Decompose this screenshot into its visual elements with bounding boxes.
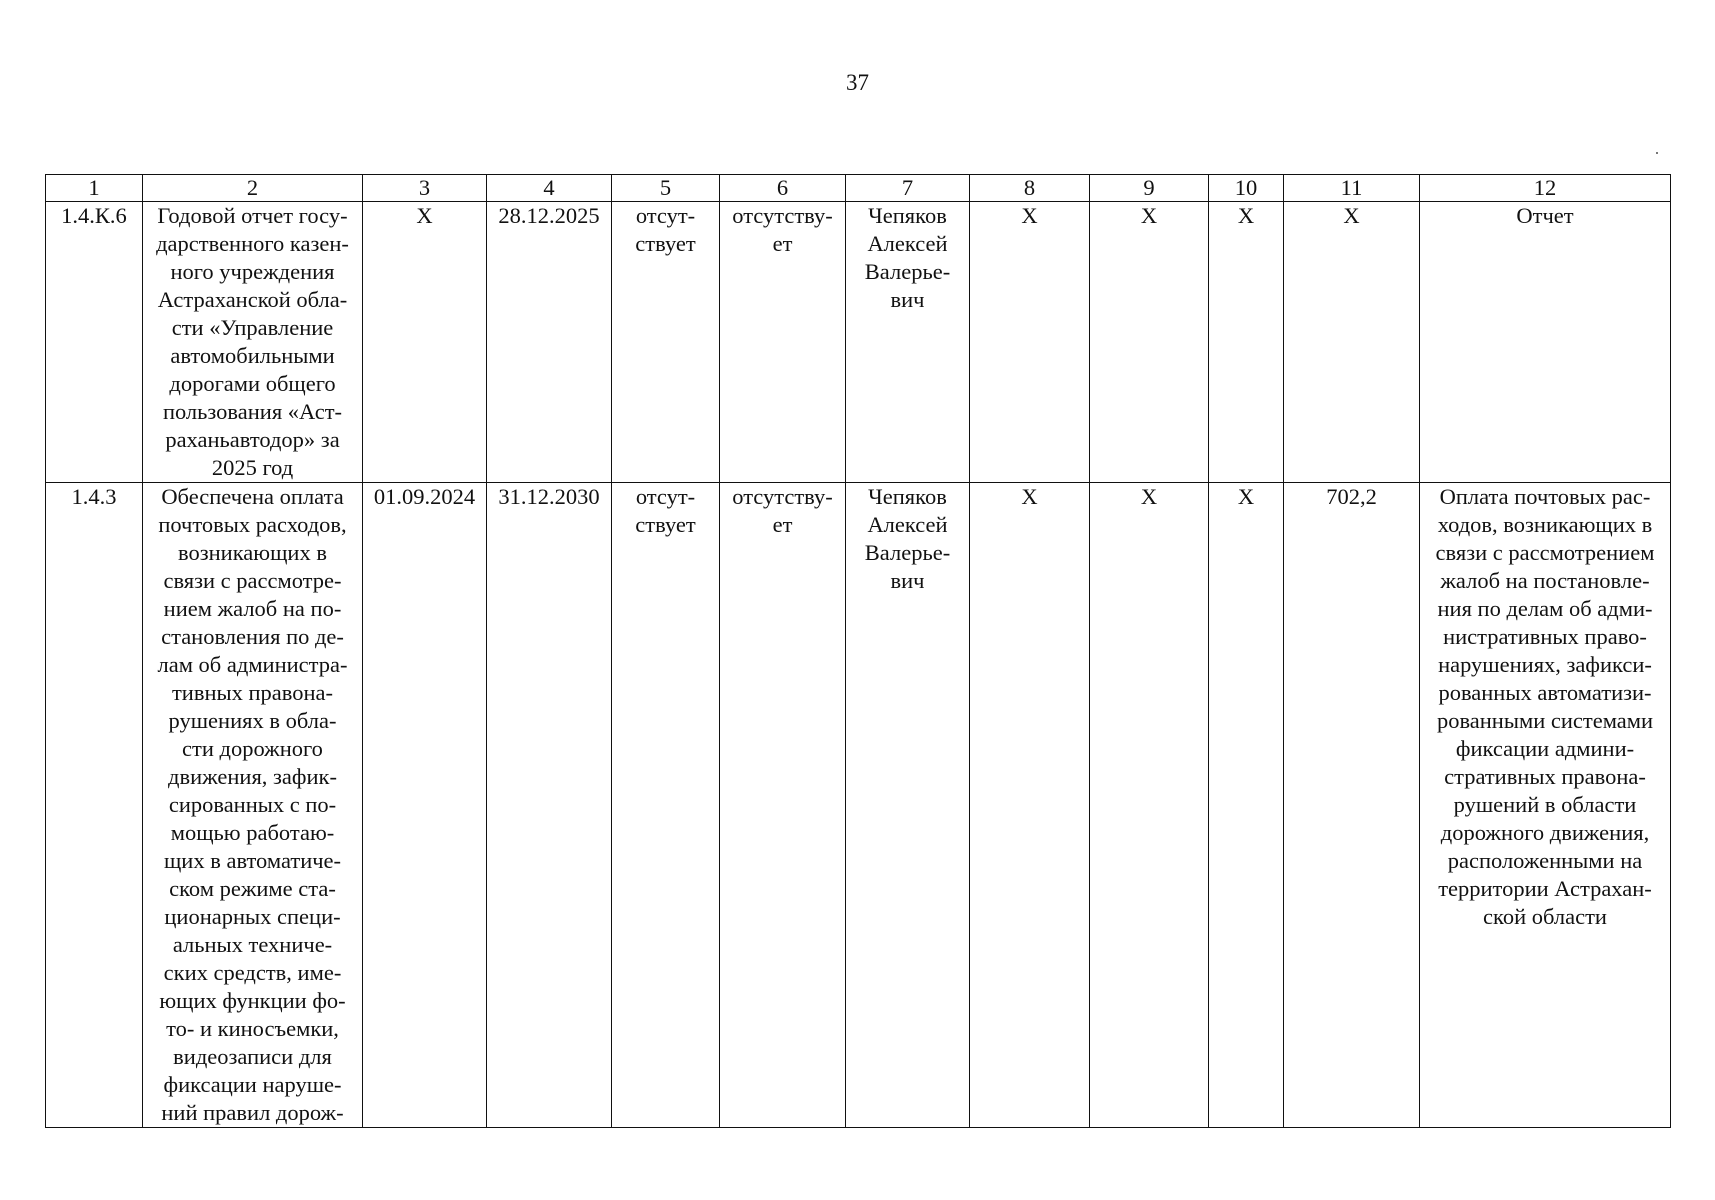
cell-line: нарушениях, зафикси- — [1438, 652, 1652, 677]
plan-table — [45, 174, 1671, 1128]
cell-line: ствует — [635, 512, 696, 537]
cell-line: становления по де- — [161, 624, 344, 649]
cell-line: автомобильными — [170, 343, 335, 368]
column-header: 4 — [487, 175, 612, 202]
cell-line: дорогами общего — [169, 371, 336, 396]
cell-column-5 — [612, 483, 720, 1128]
cell-line: рушений в области — [1453, 792, 1637, 817]
cell-line: фиксации наруше- — [163, 1072, 342, 1097]
cell-line: отсутству- — [732, 484, 833, 509]
cell-line: Отчет — [1516, 203, 1574, 228]
cell-line: Оплата почтовых рас- — [1439, 484, 1651, 509]
cell-column-8: X — [970, 483, 1090, 1128]
scan-speck — [1656, 152, 1658, 154]
cell-line: территории Астрахан- — [1438, 876, 1652, 901]
cell-description — [143, 483, 363, 1128]
cell-line: ний правил дорож- — [161, 1100, 344, 1125]
cell-line: ских средств, име- — [163, 960, 342, 985]
cell-line: ционарных специ- — [164, 904, 341, 929]
cell-column-6 — [720, 483, 846, 1128]
cell-line: рушениях в обла- — [168, 708, 337, 733]
cell-column-9: X — [1090, 202, 1209, 483]
cell-line: Алексей — [867, 512, 948, 537]
cell-end-date: 31.12.2030 — [487, 483, 612, 1128]
column-header: 11 — [1284, 175, 1420, 202]
cell-line: ющих функции фо- — [159, 988, 346, 1013]
cell-item-number: 1.4.К.6 — [46, 202, 143, 483]
cell-line: жалоб на постановле- — [1440, 568, 1650, 593]
cell-line: то- и киносъемки, — [166, 1016, 339, 1041]
cell-line: тивных правона- — [171, 680, 334, 705]
cell-line: дарственного казен- — [156, 231, 349, 256]
cell-line: фиксации админи- — [1455, 736, 1635, 761]
cell-column-8: X — [970, 202, 1090, 483]
cell-result — [1420, 483, 1671, 1128]
cell-column-11: 702,2 — [1284, 483, 1420, 1128]
column-header: 6 — [720, 175, 846, 202]
cell-line: сти «Управление — [171, 315, 334, 340]
cell-column-10: X — [1209, 202, 1284, 483]
cell-line: Обеспечена оплата — [161, 484, 344, 509]
cell-line: ет — [772, 512, 793, 537]
column-header: 12 — [1420, 175, 1671, 202]
cell-line: расположенными на — [1447, 848, 1643, 873]
cell-line: ния по делам об адми- — [1437, 596, 1653, 621]
cell-line: вич — [890, 287, 925, 312]
cell-end-date: 28.12.2025 — [487, 202, 612, 483]
cell-line: отсут- — [635, 203, 696, 228]
cell-line: ской области — [1483, 904, 1607, 929]
cell-column-9: X — [1090, 483, 1209, 1128]
column-header: 8 — [970, 175, 1090, 202]
cell-line: ного учреждения — [170, 259, 335, 284]
cell-line: раханьавтодор» за — [165, 427, 340, 452]
cell-line: ет — [772, 231, 793, 256]
cell-line: возникающих в — [178, 540, 327, 565]
cell-start-date: 01.09.2024 — [363, 483, 487, 1128]
cell-column-10: X — [1209, 483, 1284, 1128]
cell-line: альных техниче- — [172, 932, 333, 957]
cell-line: сированных с по- — [168, 792, 337, 817]
cell-responsible — [846, 483, 970, 1128]
cell-line: Годовой отчет госу- — [157, 203, 348, 228]
page-number: 37 — [846, 70, 869, 95]
cell-line: ходов, возникающих в — [1437, 512, 1653, 537]
column-header: 5 — [612, 175, 720, 202]
cell-line: отсут- — [635, 484, 696, 509]
cell-line: нистративных право- — [1443, 624, 1647, 649]
cell-description — [143, 202, 363, 483]
cell-line: лам об администра- — [157, 652, 348, 677]
header-row — [46, 175, 1671, 202]
cell-line: движения, зафик- — [168, 764, 337, 789]
column-header: 2 — [143, 175, 363, 202]
table-body — [46, 202, 1671, 1128]
cell-line: ствует — [635, 231, 696, 256]
cell-line: Чепяков — [868, 203, 947, 228]
cell-line: рованных автоматизи- — [1438, 680, 1652, 705]
cell-line: стративных правона- — [1444, 764, 1646, 789]
cell-line: пользования «Аст- — [162, 399, 343, 424]
cell-item-number: 1.4.3 — [46, 483, 143, 1128]
column-header: 10 — [1209, 175, 1284, 202]
column-header: 3 — [363, 175, 487, 202]
cell-responsible — [846, 202, 970, 483]
cell-line: дорожного движения, — [1440, 820, 1650, 845]
cell-line: рованными системами — [1436, 708, 1654, 733]
cell-column-5 — [612, 202, 720, 483]
cell-line: мощью работаю- — [170, 820, 335, 845]
cell-start-date: X — [363, 202, 487, 483]
cell-result — [1420, 202, 1671, 483]
cell-line: щих в автоматиче- — [163, 848, 342, 873]
cell-line: Валерье- — [864, 540, 951, 565]
cell-column-11: X — [1284, 202, 1420, 483]
column-header: 1 — [46, 175, 143, 202]
column-header: 7 — [846, 175, 970, 202]
cell-line: ском режиме ста- — [169, 876, 336, 901]
table-row — [46, 483, 1671, 1128]
cell-line: вич — [890, 568, 925, 593]
cell-line: отсутству- — [732, 203, 833, 228]
cell-line: Чепяков — [868, 484, 947, 509]
cell-line: связи с рассмотре- — [163, 568, 342, 593]
cell-line: нием жалоб на по- — [163, 596, 342, 621]
cell-column-6 — [720, 202, 846, 483]
cell-line: Валерье- — [864, 259, 951, 284]
cell-line: 2025 год — [211, 455, 294, 480]
cell-line: связи с рассмотрением — [1435, 540, 1655, 565]
cell-line: сти дорожного — [182, 736, 323, 761]
cell-line: Астраханской обла- — [157, 287, 348, 312]
cell-line: Алексей — [867, 231, 948, 256]
column-header: 9 — [1090, 175, 1209, 202]
cell-line: почтовых расходов, — [158, 512, 347, 537]
table-row — [46, 202, 1671, 483]
cell-line: видеозаписи для — [173, 1044, 332, 1069]
